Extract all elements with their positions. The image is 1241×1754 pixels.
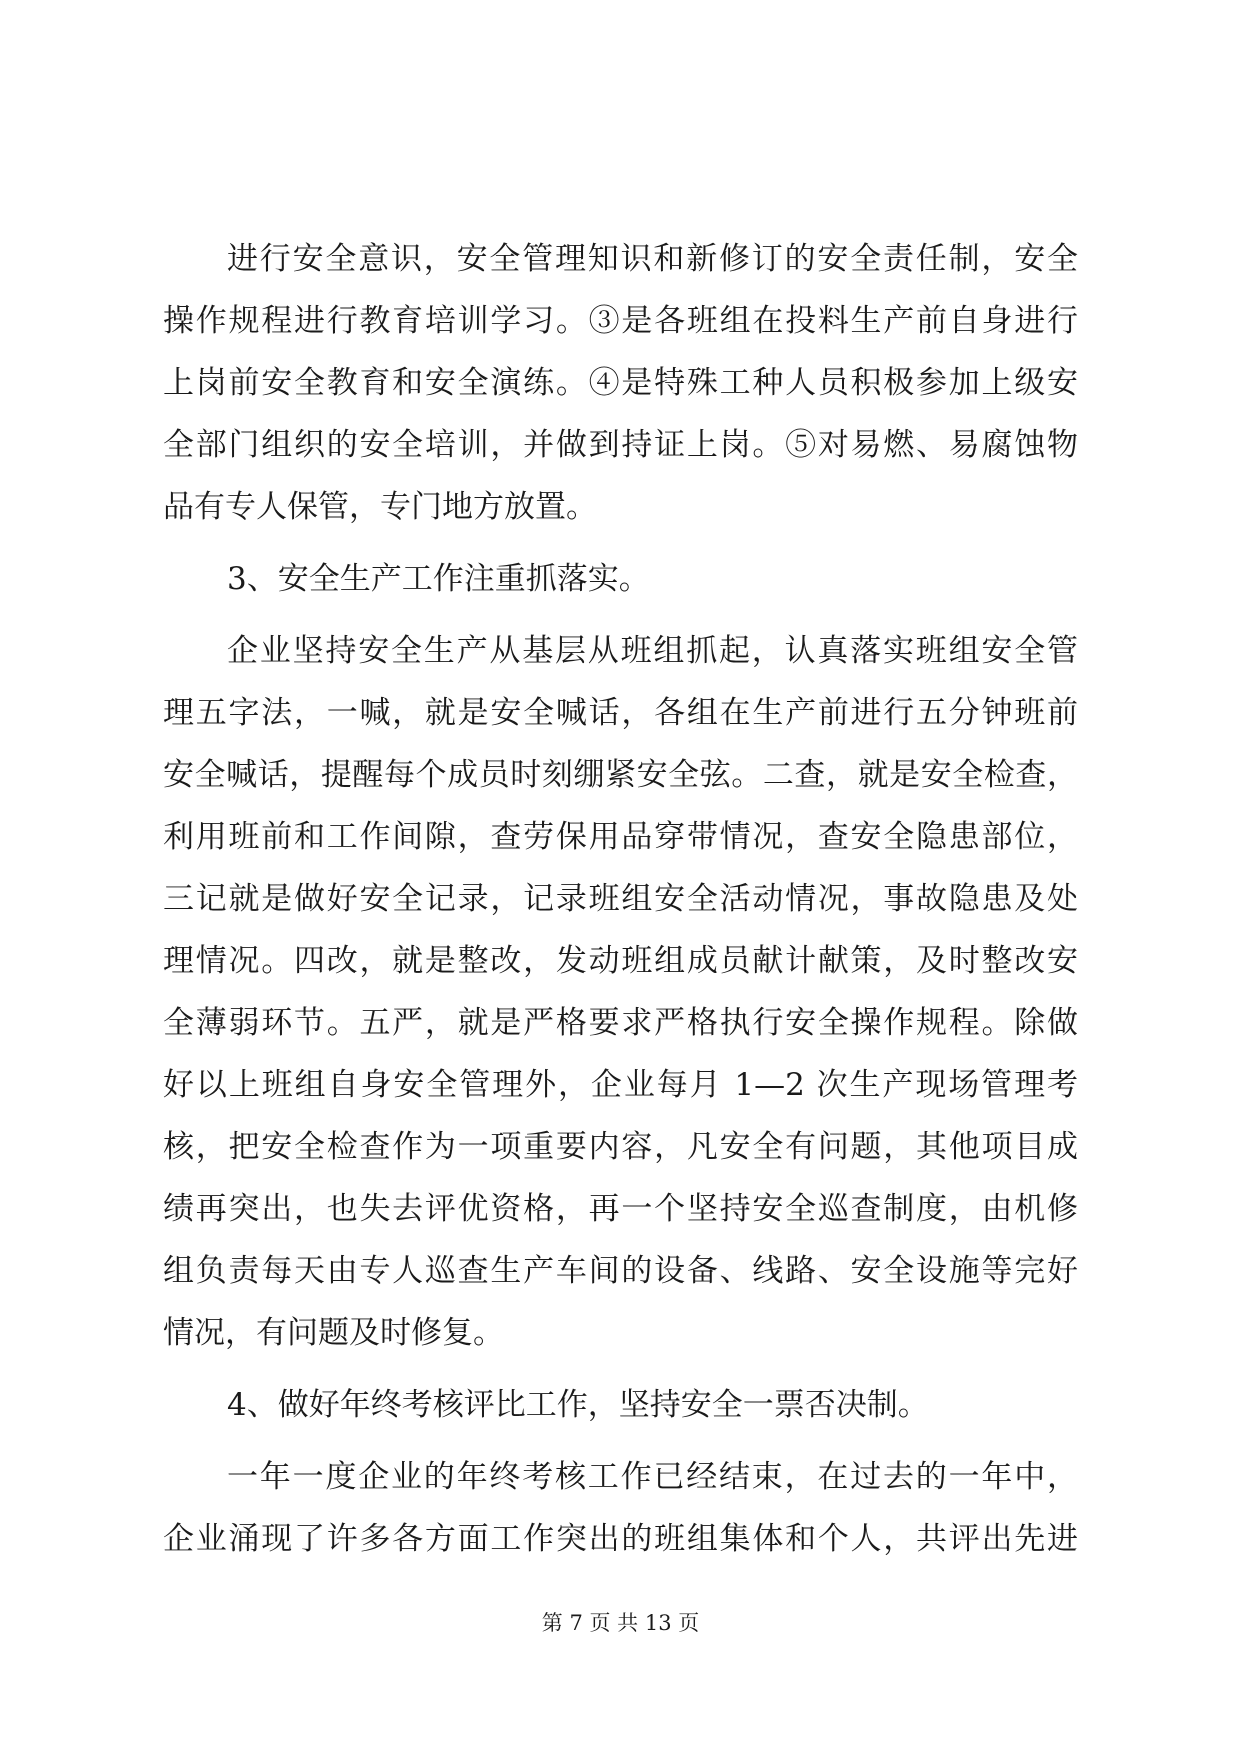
text-line: 理五字法，一喊，就是安全喊话，各组在生产前进行五分钟班前 [163,695,1078,731]
section-heading-4 [163,1374,1078,1436]
text-line: 组负责每天由专人巡查生产车间的设备、线路、安全设施等完好 [163,1253,1078,1289]
text-line: 核，把安全检查作为一项重要内容，凡安全有问题，其他项目成 [163,1129,1078,1165]
paragraph-five-word-method [163,620,1078,1364]
page-footer: 第 7 页 共 13 页 [541,1611,700,1635]
text-line: 利用班前和工作间隙，查劳保用品穿带情况，查安全隐患部位， [163,819,1078,855]
text-line: 品有专人保管，专门地方放置。 [163,489,597,525]
text-line: 企业坚持安全生产从基层从班组抓起，认真落实班组安全管 [227,633,1078,669]
text-line: 理情况。四改，就是整改，发动班组成员献计献策，及时整改安 [163,943,1078,979]
text-line: 三记就是做好安全记录，记录班组安全活动情况，事故隐患及处 [163,881,1078,917]
text-line: 安全喊话，提醒每个成员时刻绷紧安全弦。二查，就是安全检查， [163,757,1078,793]
section-heading-3 [163,548,1078,610]
text-line: 全薄弱环节。五严，就是严格要求严格执行安全操作规程。除做 [163,1005,1078,1041]
text-line: 好以上班组自身安全管理外，企业每月 1—2 次生产现场管理考 [163,1067,1078,1103]
text-line: 一年一度企业的年终考核工作已经结束，在过去的一年中， [227,1459,1078,1495]
text-line: 企业涌现了许多各方面工作突出的班组集体和个人，共评出先进 [163,1521,1078,1557]
paragraph-training [163,228,1078,538]
text-line: 绩再突出，也失去评优资格，再一个坚持安全巡查制度，由机修 [163,1191,1078,1227]
text-line: 情况，有问题及时修复。 [163,1315,504,1351]
document-body [163,228,1078,1580]
text-line: 进行安全意识，安全管理知识和新修订的安全责任制，安全 [227,241,1078,277]
text-line: 操作规程进行教育培训学习。③是各班组在投料生产前自身进行 [163,303,1078,339]
text-line: 全部门组织的安全培训，并做到持证上岗。⑤对易燃、易腐蚀物 [163,427,1078,463]
heading-text: 3、安全生产工作注重抓落实。 [227,561,650,597]
paragraph-annual-review [163,1446,1078,1570]
text-line: 上岗前安全教育和安全演练。④是特殊工种人员积极参加上级安 [163,365,1078,401]
heading-text: 4、做好年终考核评比工作，坚持安全一票否决制。 [227,1387,929,1423]
